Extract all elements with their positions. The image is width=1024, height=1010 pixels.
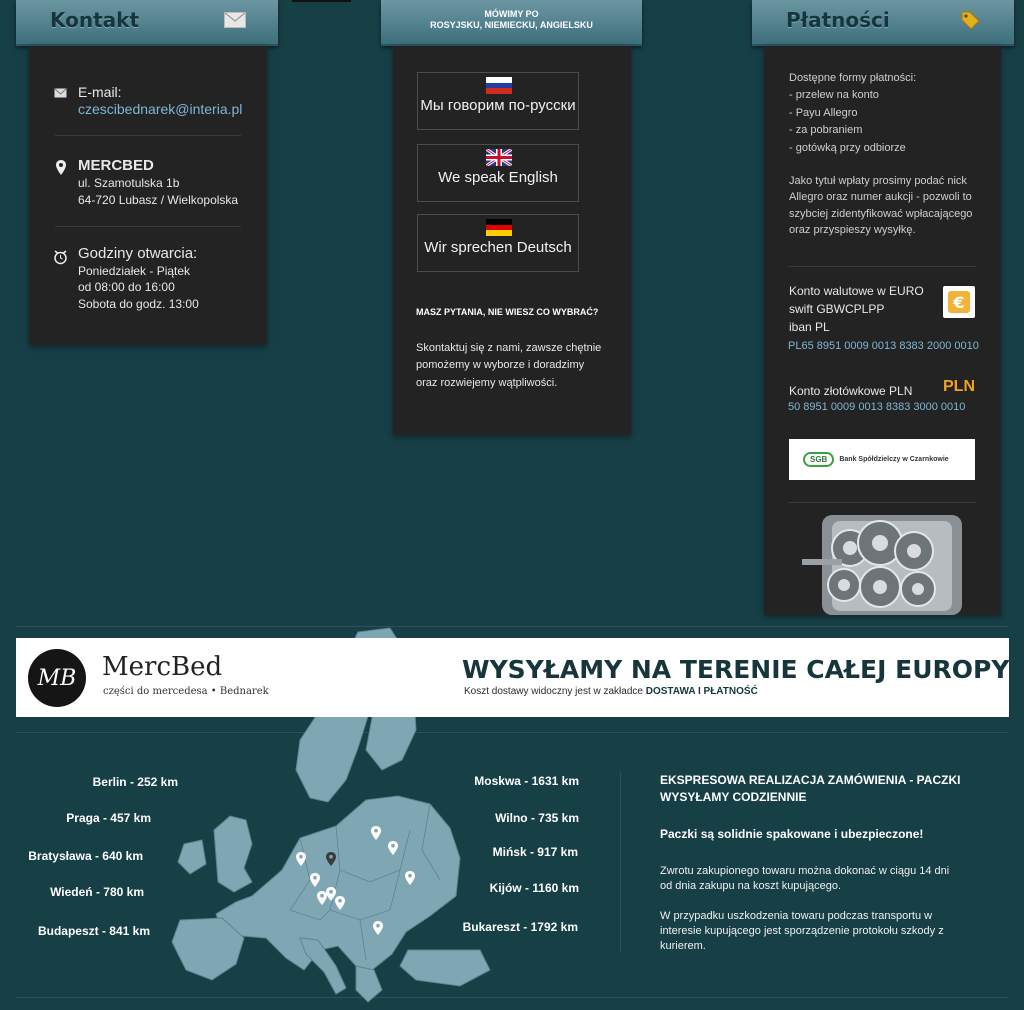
map-pin-home-icon: [326, 852, 336, 866]
divider: [55, 226, 241, 227]
pln-title: Konto złotówkowe PLN: [789, 384, 913, 398]
euro-swift: swift GBWCPLPP: [789, 302, 885, 316]
lang-german[interactable]: [417, 214, 579, 272]
distance-item: Moskwa - 1631 km: [474, 774, 579, 788]
street: ul. Szamotulska 1b: [78, 176, 180, 190]
distance-item: Berlin - 252 km: [92, 775, 178, 789]
return-line-2: od dnia zakupu na koszt kupującego.: [660, 880, 842, 892]
germany-flag-icon: [486, 219, 512, 236]
banner-headline: WYSYŁAMY NA TERENIE CAŁEJ EUROPY: [462, 655, 1010, 684]
lang-russian[interactable]: [417, 72, 579, 130]
map-pin-icon: [371, 826, 381, 840]
city: 64-720 Lubasz / Wielkopolska: [78, 193, 239, 207]
mercbed-logo[interactable]: [28, 649, 86, 707]
hours-days: Poniedziałek - Piątek: [78, 264, 191, 278]
kontakt-title: Kontakt: [50, 8, 140, 32]
price-tag-icon: [960, 10, 980, 30]
languages-title-line1: MÓWIMY PO: [484, 9, 539, 19]
vertical-divider: [620, 772, 621, 952]
euro-icon: [943, 286, 975, 318]
euro-account: PL65 8951 0009 0013 8383 2000 0010: [788, 340, 979, 352]
lang-russian-label: Мы говорим по-русски: [420, 97, 576, 114]
logo-name: MercBed: [102, 652, 223, 682]
logo-mark: MB: [37, 665, 77, 691]
platnosci-panel: [764, 46, 1001, 615]
platnosci-title: Płatności: [786, 8, 890, 32]
email-label: E-mail:: [78, 84, 122, 100]
pln-badge: PLN: [943, 378, 975, 395]
envelope-icon: [224, 12, 246, 28]
euro-iban: iban PL: [789, 320, 830, 334]
company-name: MERCBED: [78, 157, 154, 174]
delivery-payment-link[interactable]: DOSTAWA I PŁATNOŚĆ: [645, 686, 758, 697]
platnosci-tab: [752, 0, 1014, 46]
distance-item: Bratysława - 640 km: [28, 849, 143, 863]
secure-packaging: Paczki są solidnie spakowane i ubezpieczone!: [660, 827, 924, 841]
distance-item: Wilno - 735 km: [495, 811, 579, 825]
sgb-logo-icon: SGB: [803, 452, 834, 467]
hours-title: Godziny otwarcia:: [78, 245, 198, 262]
map-pin-icon: [335, 896, 345, 910]
payment-form-item: - gotówką przy odbiorze: [789, 142, 906, 154]
payment-note-line: Allegro oraz numer aukcji - pozwoli to: [789, 191, 972, 203]
email-link[interactable]: czescibednarek@interia.pl: [78, 101, 243, 117]
hours-time: od 08:00 do 16:00: [78, 280, 175, 294]
distance-item: Praga - 457 km: [66, 811, 151, 825]
banner-subtext: [464, 686, 758, 697]
kontakt-panel: [29, 46, 267, 345]
hours-saturday: Sobota do godz. 13:00: [78, 297, 199, 311]
distance-item: Kijów - 1160 km: [489, 881, 579, 895]
svg-text:€: €: [953, 293, 965, 312]
damage-line-2: interesie kupującego jest sporządzenie protokołu szkody z: [660, 925, 944, 937]
payment-form-item: - przelew na konto: [789, 89, 879, 101]
map-pin-icon: [405, 871, 415, 885]
distance-item: Budapeszt - 841 km: [37, 924, 150, 938]
languages-tab: [381, 0, 642, 46]
divider: [55, 135, 241, 136]
payment-note-line: oraz przyspieszy wysyłkę.: [789, 224, 916, 236]
shipping-headline-line1: EKSPRESOWA REALIZACJA ZAMÓWIENIA - PACZKI: [660, 773, 961, 787]
payment-note-line: szybciej zidentyfikować wpłacającego: [789, 208, 973, 220]
map-pin-icon: [373, 921, 383, 935]
contact-line-1: Skontaktuj się z nami, zawsze chętnie: [416, 342, 602, 354]
map-pin-icon: [388, 841, 398, 855]
uk-flag-icon: [486, 149, 512, 166]
distance-item: Bukareszt - 1792 km: [462, 920, 578, 934]
lang-english-label: We speak English: [438, 169, 558, 186]
bank-name: Bank Spółdzielczy w Czarnkowie: [839, 456, 949, 463]
alarm-clock-icon: [53, 249, 68, 265]
damage-line-1: W przypadku uszkodzenia towaru podczas transportu w: [660, 910, 933, 922]
email-icon: [54, 88, 67, 98]
languages-title-line2: ROSYJSKU, NIEMIECKU, ANGIELSKU: [430, 20, 593, 30]
europe-banner: [16, 638, 1009, 717]
question-heading: MASZ PYTANIA, NIE WIESZ CO WYBRAĆ?: [416, 307, 599, 317]
euro-title: Konto walutowe w EURO: [789, 284, 924, 298]
payment-form-item: - Payu Allegro: [789, 107, 858, 119]
kontakt-tab: [16, 0, 278, 46]
contact-line-3: oraz rozwiejemy wątpliwości.: [416, 377, 558, 389]
banner-sub-text: Koszt dostawy widoczny jest w zakładce: [464, 686, 643, 697]
divider: [788, 266, 976, 267]
distance-item: Mińsk - 917 km: [492, 845, 578, 859]
russia-flag-icon: [486, 77, 512, 94]
map-pin-icon: [310, 873, 320, 887]
payment-forms-title: Dostępne formy płatności:: [789, 72, 917, 84]
shipping-headline-line2: WYSYŁAMY CODZIENNIE: [660, 790, 807, 804]
lang-english[interactable]: [417, 144, 579, 202]
contact-line-2: pomożemy w wyborze i doradzimy: [416, 359, 585, 371]
distance-item: Wiedeń - 780 km: [50, 885, 144, 899]
languages-panel: [393, 46, 631, 435]
payment-form-item: - za pobraniem: [789, 124, 863, 136]
bank-logo: [789, 439, 975, 480]
damage-line-3: kurierem.: [660, 940, 706, 952]
pln-account: 50 8951 0009 0013 8383 3000 0010: [788, 401, 966, 413]
payment-note-line: Jako tytuł wpłaty prosimy podać nick: [789, 175, 967, 187]
top-strip: [292, 0, 351, 2]
return-line-1: Zwrotu zakupionego towaru można dokonać w ciągu 14 dni: [660, 865, 950, 877]
lang-german-label: Wir sprechen Deutsch: [424, 239, 572, 256]
gearbox-image: [794, 503, 974, 615]
map-pin-icon: [296, 852, 306, 866]
logo-tagline: części do mercedesa • Bednarek: [103, 686, 269, 697]
location-pin-icon: [56, 160, 66, 175]
